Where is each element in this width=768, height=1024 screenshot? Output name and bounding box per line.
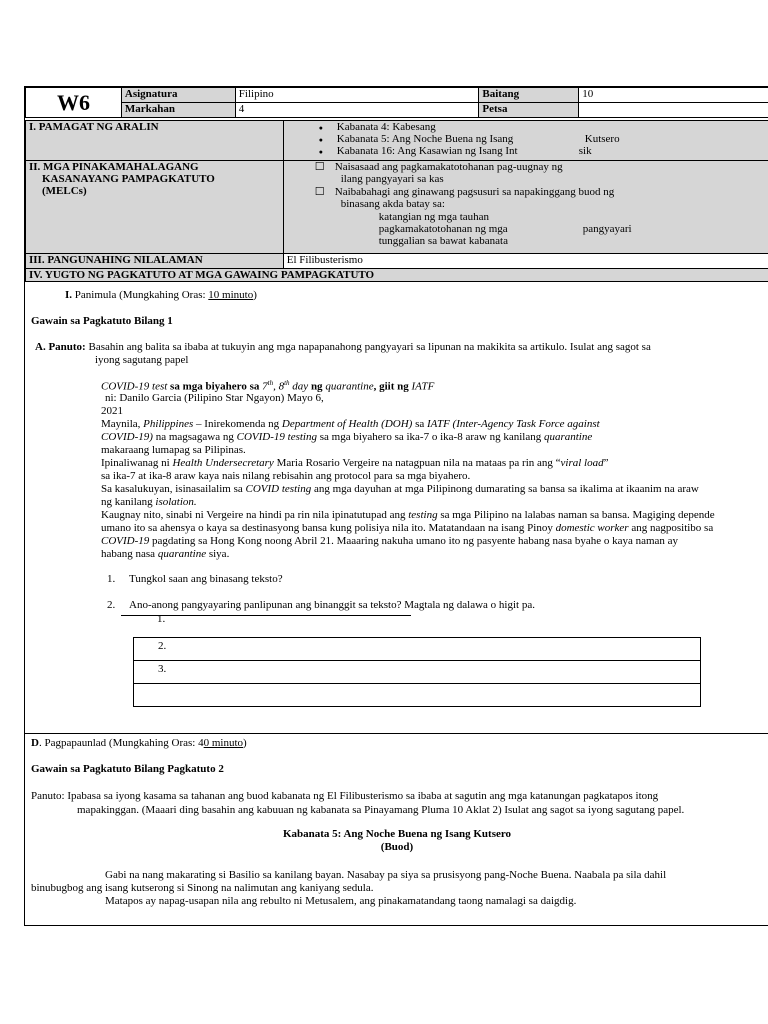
grade-value: 10 bbox=[579, 88, 768, 103]
story-title: Kabanata 5: Ang Noche Buena ng Isang Kutsero bbox=[282, 828, 512, 840]
section-title-label: I. PAMAGAT NG ARALIN bbox=[26, 121, 284, 161]
article-p2-line2: sa ika-7 at ika-8 araw kaya nais nilang rebisahin ang protocol para sa mga biyahero. bbox=[101, 470, 471, 482]
chapter-item: ● Kabanata 4: Kabesang bbox=[337, 121, 765, 133]
story-subtitle: (Buod) bbox=[380, 841, 414, 853]
article-year: 2021 bbox=[101, 405, 123, 417]
part1-heading: I. Panimula (Mungkahing Oras: 10 minuto) bbox=[65, 289, 257, 301]
quarter-value: 4 bbox=[235, 103, 479, 118]
activity1-title: Gawain sa Pagkatuto Bilang 1 bbox=[31, 315, 173, 327]
lesson-sections-table bbox=[25, 120, 768, 282]
activity2-directions-cont: mapakinggan. (Maaari ding basahin ang kabuuan ng kabanata sa Pinayamang Pluma 10 Aklat 2) Isulat ang sagot sa iyong sagutang papel. bbox=[77, 804, 685, 816]
section-title-content bbox=[283, 121, 768, 161]
activity1-directions: A. Panuto: Basahin ang balita sa ibaba at tukuyin ang mga napapanahong pangyayari sa lipunan na makikita sa artikulo. Isulat ang sagot sa bbox=[35, 341, 651, 353]
answer-3-label: 3. bbox=[158, 663, 167, 675]
learning-phases-heading: IV. YUGTO NG PAGKATUTO AT MGA GAWAING PAMPAGKATUTO bbox=[26, 269, 768, 282]
part-divider bbox=[25, 733, 768, 734]
main-content-value: El Filibusterismo bbox=[283, 254, 768, 269]
question-2-number: 2. bbox=[107, 599, 116, 611]
answer-1-label: 1. bbox=[157, 613, 166, 625]
activity2-directions: Panuto: Ipabasa sa iyong kasama sa tahanan ang buod kabanata ng El Filibusterismo sa ibaba at sagutin ang mga katanungan pagkatapos itong bbox=[31, 790, 659, 802]
article-p1-line3: makaraang lumapag sa Pilipinas. bbox=[101, 444, 246, 456]
melcs-content: ☐ Naisasaad ang pagkamakatotohanan pag-uugnay ng ilang pangyayari sa kas ☐ Naibabahagi ang ginawang pagsusuri sa napakinggang buod ng binasang akda batay sa: katangian ng mga tauhan pagkamakatotohanan ng mga pangyayari tunggalian sa bawat kabanata bbox=[283, 161, 768, 254]
article-p4-line4: habang nasa quarantine siya. bbox=[101, 548, 230, 560]
activity1-directions-cont: iyong sagutang papel bbox=[95, 354, 189, 366]
subject-label: Asignatura bbox=[121, 88, 235, 103]
answer-2-field[interactable] bbox=[133, 637, 701, 661]
answer-4-field[interactable] bbox=[133, 683, 701, 707]
article-p1-line1: Maynila, Philippines – Inirekomenda ng Department of Health (DOH) sa IATF (Inter-Agency Task Force against bbox=[101, 418, 600, 430]
article-p1-line2: COVID-19) na magsagawa ng COVID-19 testing sa mga biyahero sa ika-7 o ika-8 araw ng kanilang quarantine bbox=[101, 431, 593, 443]
main-content-label: III. PANGUNAHING NILALAMAN bbox=[26, 254, 284, 269]
quarter-label: Markahan bbox=[121, 103, 235, 118]
subject-value: Filipino bbox=[235, 88, 479, 103]
story-p1-line1: Gabi na nang makarating si Basilio sa kanilang bayan. Nasabay pa siya sa prusisyong pang-Noche Buena. Naabala pa sila dahil bbox=[105, 869, 667, 881]
part2-heading: D. Pagpapaunlad (Mungkahing Oras: 40 minuto) bbox=[31, 737, 247, 749]
chapter-item: ● Kabanata 16: Ang Kasawian ng Isang Int sik bbox=[337, 145, 765, 157]
question-2: Ano-anong pangyayaring panlipunan ang binanggit sa teksto? Magtala ng dalawa o higit pa. bbox=[129, 599, 535, 611]
date-value bbox=[579, 103, 768, 118]
answer-3-field[interactable] bbox=[133, 660, 701, 684]
week-code: W6 bbox=[26, 88, 122, 118]
date-label: Petsa bbox=[479, 103, 579, 118]
melcs-label: II. MGA PINAKAMAHALAGANG KASANAYANG PAMPAGKATUTO (MELCs) bbox=[26, 161, 284, 254]
chapter-item: ● Kabanata 5: Ang Noche Buena ng Isang Kutsero bbox=[337, 133, 765, 145]
article-byline: ni: Danilo Garcia (Pilipino Star Ngayon) Mayo 6, bbox=[105, 392, 324, 404]
grade-label: Baitang bbox=[479, 88, 579, 103]
lesson-worksheet bbox=[24, 86, 768, 926]
article-p4-line1: Kaugnay nito, sinabi ni Vergeire na hindi pa rin nila ipinatutupad ang testing sa mga Pilipino na lalabas naman sa bansa. Magiging depende bbox=[101, 509, 715, 521]
story-p2: Matapos ay napag-usapan nila ang rebulto ni Metusalem, ang pinakamatandang taong namalagi sa daigdig. bbox=[105, 895, 577, 907]
activity2-title: Gawain sa Pagkatuto Bilang Pagkatuto 2 bbox=[31, 763, 224, 775]
lesson-header-table bbox=[25, 87, 768, 118]
answer-2-label: 2. bbox=[158, 640, 167, 652]
article-p4-line2: umano ito sa ahensya o kaya sa destinasyong bansa kung polisiya nila ito. Matatandaan na isang Pinoy domestic worker ang nagpositibo sa bbox=[101, 522, 714, 534]
chapter-list bbox=[287, 121, 765, 157]
article-p3-line1: Sa kasalukuyan, isinasailalim sa COVID testing ang mga dayuhan at mga Pilipinong dumarating sa bansa sa ikalima at ikaanim na araw bbox=[101, 483, 699, 495]
article-title: COVID-19 test sa mga biyahero sa 7th, 8th day ng quarantine, giit ng IATF bbox=[101, 379, 435, 393]
article-p2-line1: Ipinaliwanag ni Health Undersecretary Maria Rosario Vergeire na natagpuan nila na mataas pa rin ang “viral load” bbox=[101, 457, 609, 469]
article-p3-line2: ng kanilang isolation. bbox=[101, 496, 197, 508]
checkbox-icon: ☐ bbox=[314, 161, 325, 173]
checkbox-icon: ☐ bbox=[314, 186, 325, 198]
article-p4-line3: COVID-19 pagdating sa Hong Kong noong Abril 21. Maaaring nakuha umano ito ng pasyente habang nasa byahe o kaya naman ay bbox=[101, 535, 679, 547]
question-1: Tungkol saan ang binasang teksto? bbox=[129, 573, 283, 585]
story-p1-line2: binubugbog ang isang kutserong si Sinong na nalimutan ang kaniyang sedula. bbox=[31, 882, 374, 894]
question-1-number: 1. bbox=[107, 573, 116, 585]
